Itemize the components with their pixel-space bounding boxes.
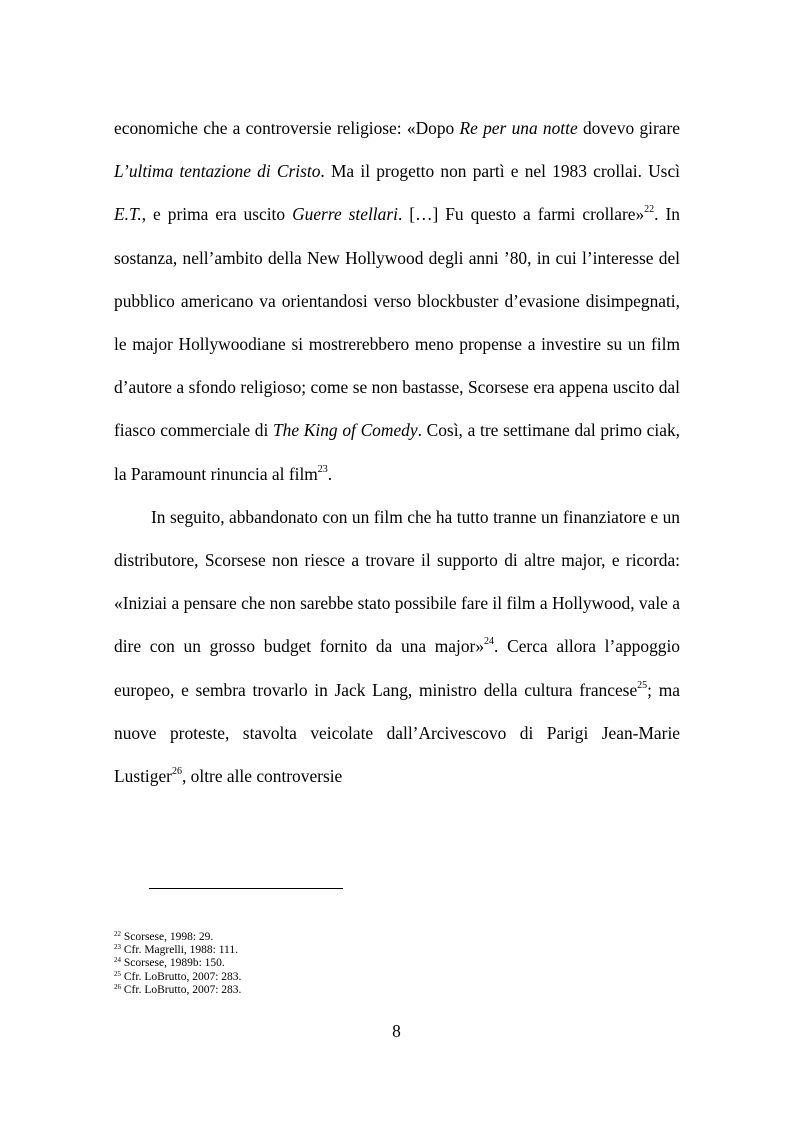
text-run: dovevo girare [577, 118, 680, 138]
body-text [114, 107, 680, 798]
footnote-ref-25[interactable]: 25 [637, 679, 648, 691]
text-run: . [327, 463, 333, 484]
footnote-item [114, 971, 514, 984]
footnote-item [114, 944, 514, 957]
footnote-number: 25 [114, 969, 121, 978]
text-run: , e prima era uscito [141, 204, 293, 225]
italic-title-re-per-una-notte: Re per una notte [459, 118, 578, 138]
page-number: 8 [392, 1021, 401, 1041]
footnote-item [114, 957, 514, 970]
text-run: In seguito, abbandonato con un film che ha tutto tranne un finanziatore e un distributore, Scorsese non riesce a trovare il supporto di altre major, e ricorda: «Iniziai a pensare che non sarebbe stato possibile fare il film a Hollywood, vale a dire con un grosso budget fornito da una major» [114, 506, 680, 657]
footnote-ref-24[interactable]: 24 [484, 636, 495, 648]
footnote-text: Scorsese, 1989b: 150. [121, 957, 225, 970]
text-run: ; ma nuove proteste, stavolta veicolate dall’Arcivescovo di Parigi Jean-Marie Lustiger [114, 679, 680, 787]
footnote-text: Scorsese, 1998: 29. [121, 931, 214, 943]
text-run: . In sostanza, nell’ambito della New Hollywood degli anni ’80, in cui l’interesse del pubblico americano va orientandosi verso blockbuster d’evasione disimpegnati, le major Hollywoodiane si mostrerebbero meno propense a investire su un film d’autore a sfondo religioso; come se non bastasse, Scorsese era appena uscito dal fiasco commerciale di [114, 204, 680, 441]
footnotes-list [114, 931, 514, 997]
footnote-ref-23[interactable]: 23 [317, 463, 328, 475]
footnote-item [114, 931, 514, 944]
text-run: economiche che a controversie religiose: «Dopo [114, 118, 460, 138]
footnote-number: 26 [114, 982, 121, 991]
text-run: . Cerca allora l’appoggio europeo, e sembra trovarlo in Jack Lang, ministro della cultura francese [114, 636, 680, 700]
italic-title-et: E.T. [114, 204, 142, 225]
text-run: . […] Fu questo a farmi crollare» [397, 204, 645, 225]
italic-title-ultima-tentazione: L’ultima tentazione di Cristo [114, 161, 321, 182]
text-run: . Così, a tre settimane dal primo ciak, la Paramount rinuncia al film [114, 420, 680, 484]
footnote-text: Cfr. LoBrutto, 2007: 283. [121, 983, 242, 996]
footnote-ref-26[interactable]: 26 [171, 766, 182, 778]
italic-title-king-of-comedy: The King of Comedy [273, 420, 418, 441]
footnote-ref-22[interactable]: 22 [644, 204, 655, 216]
footnote-number: 24 [114, 956, 121, 965]
paragraph-2 [114, 496, 680, 798]
footnote-text: Cfr. LoBrutto, 2007: 283. [121, 970, 242, 983]
paragraph-1 [114, 107, 680, 496]
footnote-number: 23 [114, 943, 121, 952]
text-run: , oltre alle controversie [181, 766, 343, 787]
italic-title-guerre-stellari: Guerre stellari [292, 204, 398, 225]
footnote-item [114, 984, 514, 997]
footnote-number: 22 [114, 930, 121, 938]
footnote-separator [149, 888, 343, 889]
text-run: . Ma il progetto non partì e nel 1983 crollai. Uscì [320, 161, 681, 182]
footnote-text: Cfr. Magrelli, 1988: 111. [121, 944, 239, 957]
